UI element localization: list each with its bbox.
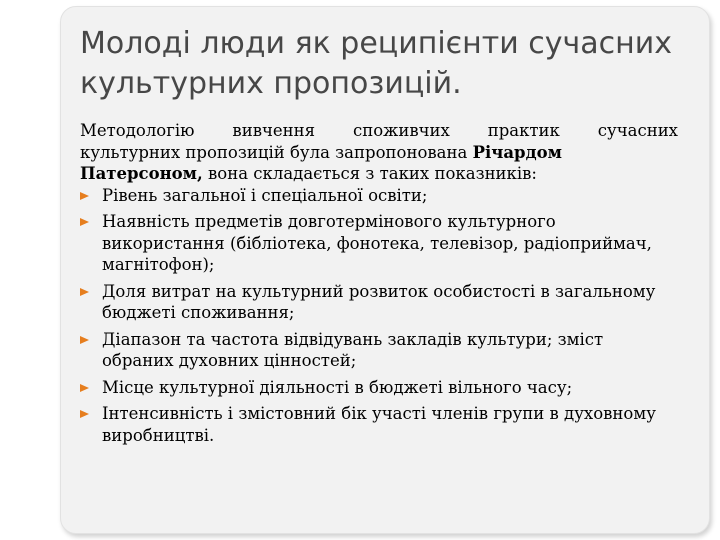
triangle-bullet-icon <box>80 410 89 418</box>
triangle-bullet-icon <box>80 218 89 226</box>
list-item <box>80 377 678 399</box>
list-item-text: Наявність предметів довготермінового культурного використання (бібліотека, фонотека, телевізор, радіоприймач, магнітофон); <box>102 212 652 274</box>
list-item-text: Місце культурної діяльності в бюджеті вільного часу; <box>102 377 573 397</box>
title-line-1: Молоді люди як реципієнти сучасних <box>80 26 672 61</box>
triangle-bullet-icon <box>80 288 89 296</box>
intro-line-3 <box>80 163 678 185</box>
intro-line-2 <box>80 142 678 164</box>
list-item-text: Інтенсивність і змістовний бік участі членів групи в духовному виробництві. <box>102 404 656 445</box>
list-item <box>80 211 678 276</box>
author-first-name: Річардом <box>472 142 562 162</box>
triangle-bullet-icon <box>80 384 89 392</box>
list-item-text: Рівень загальної і спеціальної освіти; <box>102 185 428 205</box>
author-last-name: Патерсоном, <box>80 164 203 183</box>
slide-body <box>80 120 678 451</box>
list-item <box>80 185 678 207</box>
triangle-bullet-icon <box>80 192 89 200</box>
intro-text-2: культурних пропозицій була запропонована <box>80 142 473 162</box>
intro-line-1 <box>80 120 678 142</box>
list-item-text: Доля витрат на культурний розвиток особистості в загальному бюджеті споживання; <box>102 281 656 322</box>
intro-text-1: Методологію вивчення споживчих практик сучасних <box>80 121 678 140</box>
title-line-2: культурних пропозицій. <box>80 66 462 101</box>
list-item <box>80 403 678 446</box>
list-item <box>80 329 678 372</box>
list-item <box>80 281 678 324</box>
triangle-bullet-icon <box>80 336 89 344</box>
slide-title <box>80 24 680 104</box>
indicator-list <box>80 185 678 447</box>
list-item-text: Діапазон та частота відвідувань закладів культури; зміст обраних духовних цінностей; <box>102 329 604 370</box>
intro-text-3: вона складається з таких показників: <box>202 164 537 183</box>
